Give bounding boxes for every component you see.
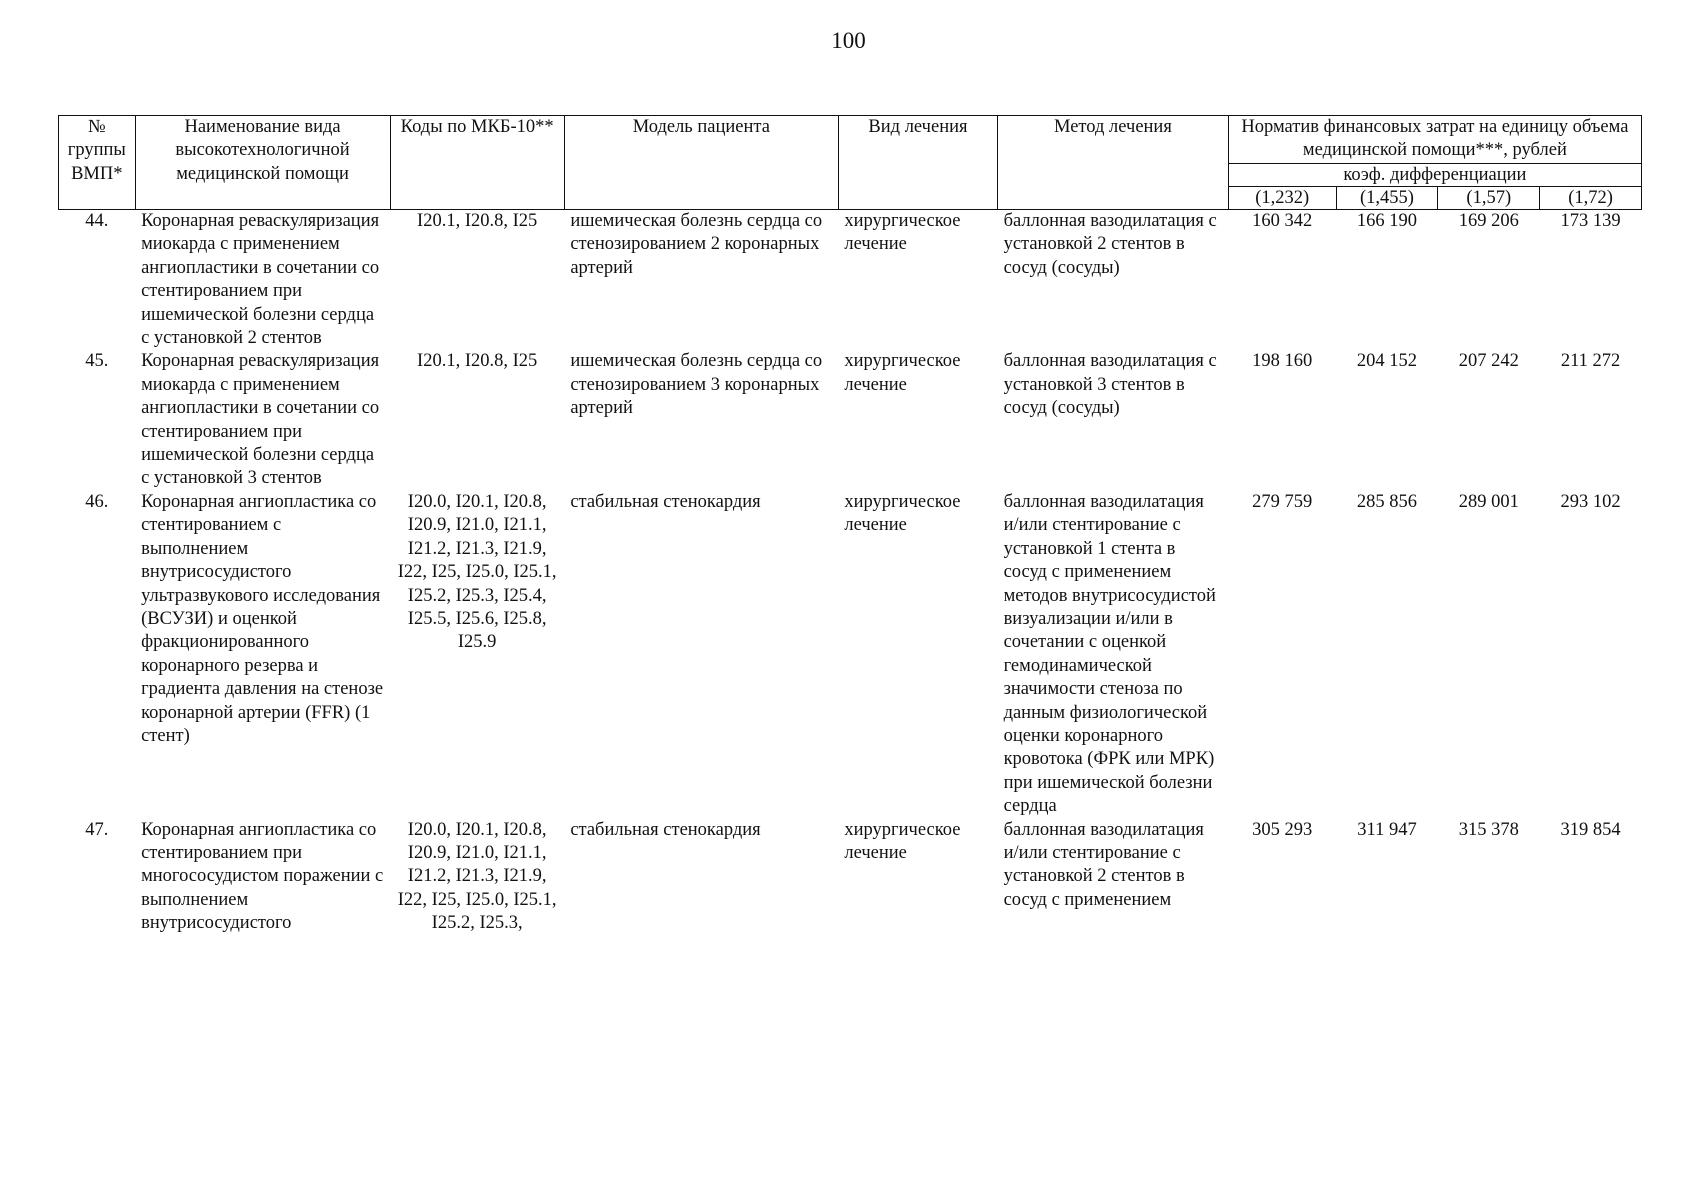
row-care-name: Коронарная ангиопластика со стентированием с выполнением внутрисосудистого ультразвукового исследования (ВСУЗИ) и оценкой фракционированного коронарного резерва и градиента давления на стенозе коронарной артерии (FFR) (1 стент) — [141, 491, 384, 746]
row-patient-model: ишемическая болезнь сердца со стенозированием 2 коронарных артерий — [570, 211, 823, 278]
row-cost-1: 279 759 — [1252, 491, 1313, 512]
row-treatment-type: хирургическое лечение — [844, 491, 961, 536]
header-group-no: № группы ВМП* — [59, 116, 136, 210]
row-codes: I20.1, I20.8, I25 — [417, 211, 538, 231]
row-care-name: Коронарная реваскуляризация миокарда с применением ангиопластики в сочетании со стентированием при ишемической болезни сердца с установкой 3 стентов — [141, 351, 380, 489]
row-cost-2: 166 190 — [1356, 211, 1418, 231]
row-cost-1: 160 342 — [1252, 211, 1313, 231]
row-treatment-method: баллонная вазодилатация и/или стентирование с установкой 2 стентов в сосуд с применением — [1003, 819, 1204, 910]
row-codes: I20.0, I20.1, I20.8, I20.9, I21.0, I21.1, I21.2, I21.3, I21.9, I22, I25, I25.0, I25.1, I25.2, I25.3, — [397, 819, 557, 934]
header-coef-2: (1,455) — [1336, 187, 1438, 210]
row-cost-2: 204 152 — [1356, 351, 1418, 372]
row-patient-model: стабильная стенокардия — [570, 491, 761, 512]
row-cost-3: 289 001 — [1458, 491, 1519, 512]
table-row — [59, 819, 1642, 936]
row-codes: I20.0, I20.1, I20.8, I20.9, I21.0, I21.1, I21.2, I21.3, I21.9, I22, I25, I25.0, I25.1, I25.2, I25.3, I25.4, I25.5, I25.6, I25.8, I25.9 — [397, 491, 557, 653]
row-treatment-type: хирургическое лечение — [844, 351, 961, 395]
row-treatment-type: хирургическое лечение — [844, 211, 961, 255]
row-cost-4: 173 139 — [1560, 211, 1621, 231]
row-care-name: Коронарная реваскуляризация миокарда с применением ангиопластики в сочетании со стентированием при ишемической болезни сердца с установкой 2 стентов — [141, 211, 380, 349]
row-cost-3: 207 242 — [1458, 351, 1519, 372]
row-patient-model: стабильная стенокардия — [570, 819, 761, 840]
page-number: 100 — [831, 28, 866, 53]
table-header — [59, 116, 1642, 210]
row-cost-3: 169 206 — [1458, 211, 1519, 231]
row-number: 46. — [85, 491, 109, 512]
header-coef-title: коэф. дифференциации — [1228, 164, 1641, 187]
row-number: 45. — [85, 351, 109, 372]
header-codes: Коды по МКБ-10** — [390, 116, 564, 210]
row-treatment-method: баллонная вазодилатация с установкой 2 стентов в сосуд (сосуды) — [1003, 211, 1217, 278]
header-treatment-method: Метод лечения — [998, 116, 1229, 210]
row-cost-2: 285 856 — [1356, 491, 1418, 512]
row-cost-4: 211 272 — [1560, 351, 1621, 372]
header-coef-3: (1,57) — [1438, 187, 1540, 210]
table-row — [59, 350, 1642, 490]
row-cost-4: 293 102 — [1560, 491, 1621, 512]
header-care-name: Наименование вида высокотехнологичной медицинской помощи — [135, 116, 390, 210]
row-patient-model: ишемическая болезнь сердца со стенозированием 3 коронарных артерий — [570, 351, 823, 419]
row-number: 44. — [85, 211, 109, 231]
row-treatment-method: баллонная вазодилатация с установкой 3 стентов в сосуд (сосуды) — [1003, 351, 1217, 419]
header-coef-4: (1,72) — [1540, 187, 1642, 210]
table-row — [59, 491, 1642, 819]
row-cost-3: 315 378 — [1458, 819, 1519, 840]
header-cost-norm: Норматив финансовых затрат на единицу объема медицинской помощи***, рублей — [1228, 116, 1641, 164]
row-cost-1: 198 160 — [1252, 351, 1313, 372]
row-cost-1: 305 293 — [1252, 819, 1313, 840]
header-coef-1: (1,232) — [1228, 187, 1336, 210]
row-treatment-type: хирургическое лечение — [844, 819, 961, 863]
table-row — [59, 210, 1642, 351]
row-cost-4: 319 854 — [1560, 819, 1621, 840]
row-treatment-method: баллонная вазодилатация и/или стентирование с установкой 1 стента в сосуд с применением методов внутрисосудистой визуализации и/или в сочетании с оценкой гемодинамической значимости стеноза по данным физиологической оценки коронарного кровотока (ФРК или МРК) при ишемической болезни сердца — [1003, 491, 1216, 817]
vmp-table — [58, 115, 1642, 936]
header-treatment-type: Вид лечения — [838, 116, 997, 210]
row-codes: I20.1, I20.8, I25 — [417, 351, 538, 372]
header-patient-model: Модель пациента — [564, 116, 838, 210]
row-cost-2: 311 947 — [1357, 819, 1417, 840]
row-number: 47. — [85, 819, 109, 840]
row-care-name: Коронарная ангиопластика со стентированием при многососудистом поражении с выполнением внутрисосудистого — [141, 819, 384, 934]
